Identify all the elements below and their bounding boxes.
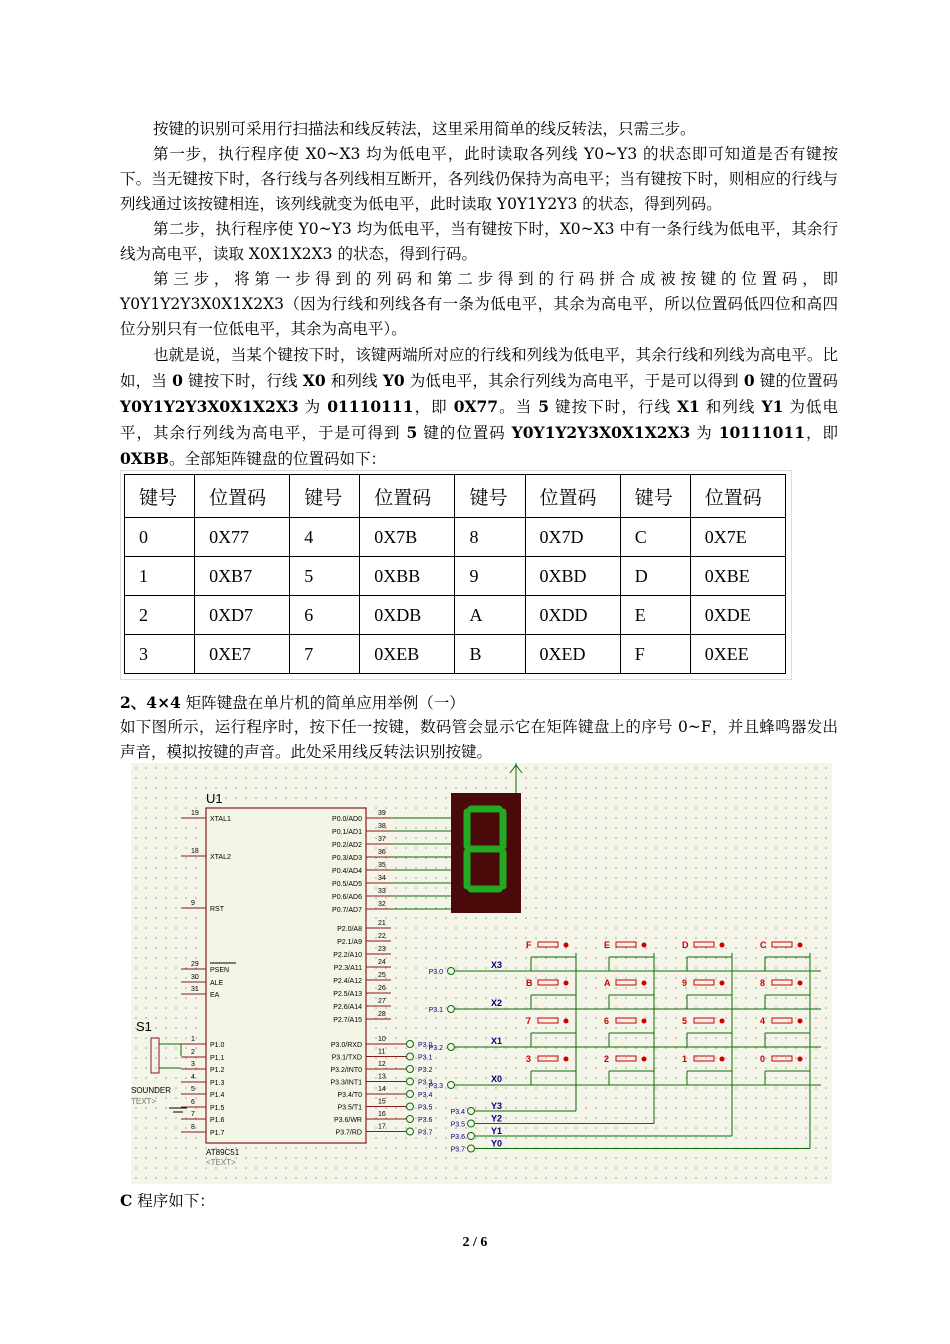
table-row <box>125 596 786 635</box>
keypad-key-label: 8 <box>760 978 766 988</box>
net-label: P3.4 <box>418 1092 433 1099</box>
pin-name: P0.0/AD0 <box>332 816 362 823</box>
keypad-key-label: 1 <box>682 1054 688 1064</box>
pin-number: 29 <box>191 961 199 968</box>
paragraph-step1: 第一步，执行程序使 X0~X3 均为低电平，此时读取各列线 Y0~Y3 的状态即可知道是否有键按下。当无键按下时，各行线与各列线相互断开，各列线仍保持为高电平；当有键按下时，则相应的行线与列线通过该按键相连，该列线就变为低电平，此时读取 Y0Y1Y2Y3 的状态，得到列码。 <box>120 145 838 213</box>
pin-name: P0.7/AD7 <box>332 907 362 914</box>
pin-number: 12 <box>378 1061 386 1068</box>
pin-number: 4 <box>191 1074 195 1081</box>
net-label: P3.3 <box>418 1079 433 1087</box>
table-cell: 0XDB <box>360 596 455 635</box>
col-label: Y3 <box>491 1101 503 1111</box>
row-net-label: P3.2 <box>428 1045 443 1052</box>
keypad-key-dot <box>642 1019 647 1024</box>
pin-number: 5 <box>191 1086 195 1093</box>
table-row <box>125 557 786 596</box>
keypad-key-label: 9 <box>682 978 688 988</box>
pin-number: 9 <box>191 900 195 907</box>
table-cell: 6 <box>290 596 360 635</box>
table-cell: B <box>455 635 525 674</box>
pin-number: 34 <box>378 875 386 882</box>
pin-name: P3.3/INT1 <box>330 1079 362 1087</box>
pin-number: 17 <box>378 1123 386 1131</box>
table-cell: 0XEE <box>690 635 785 674</box>
keypad-key-label: A <box>604 978 611 988</box>
table-cell: 8 <box>455 518 525 557</box>
keypad-key-label: B <box>526 978 533 988</box>
pin-name: PSEN <box>210 967 230 974</box>
table-cell: 0 <box>125 518 195 557</box>
table-cell: 1 <box>125 557 195 596</box>
pin-number: 14 <box>378 1086 386 1093</box>
table-cell: 4 <box>290 518 360 557</box>
pin-number: 24 <box>378 959 386 966</box>
col-net-label: P3.5 <box>450 1121 465 1129</box>
pin-name: P1.4 <box>210 1092 225 1099</box>
table-cell: 5 <box>290 557 360 596</box>
paragraph-step3-rest: Y0Y1Y2Y3X0X1X2X3（因为行线和列线各有一条为低电平，其余为高电平，所以位置码低四位和高四位分别只有一位低电平，其余为高电平）。 <box>120 295 838 338</box>
pin-number: 35 <box>378 862 386 869</box>
table-row <box>125 635 786 674</box>
pin-number: 32 <box>378 901 386 908</box>
pin-name: P3.4/T0 <box>337 1092 362 1099</box>
row-net-label: P3.0 <box>428 969 443 976</box>
keypad-key-dot <box>564 981 569 986</box>
buzzer-ref: S1 <box>136 1019 152 1034</box>
table-cell: 0XE7 <box>195 635 290 674</box>
keypad-key-dot <box>798 981 803 986</box>
net-label: P3.1 <box>418 1054 433 1062</box>
pin-number: 26 <box>378 985 386 992</box>
pin-name: P1.0 <box>210 1042 225 1049</box>
table-cell: C <box>620 518 690 557</box>
pin-number: 1 <box>191 1036 195 1043</box>
pin-name: P1.6 <box>210 1117 225 1124</box>
keypad-key-label: 6 <box>604 1016 610 1026</box>
pin-name: P2.2/A10 <box>333 952 362 959</box>
table-cell: 0XEB <box>360 635 455 674</box>
header-code: 位置码 <box>525 475 620 518</box>
pin-number: 39 <box>378 810 386 817</box>
pin-name: P3.2/INT0 <box>330 1067 362 1074</box>
header-key: 键号 <box>455 475 525 518</box>
keypad-key-label: 5 <box>682 1016 688 1026</box>
pin-number: 8 <box>191 1124 195 1131</box>
col-label: Y2 <box>491 1113 503 1124</box>
col-net-label: P3.7 <box>450 1146 465 1154</box>
pin-number: 2 <box>191 1049 195 1056</box>
pin-name: P1.3 <box>210 1080 225 1087</box>
table-cell: 9 <box>455 557 525 596</box>
paragraph-step3-line1: 第三步，将第一步得到的列码和第二步得到的行码拼合成被按键的位置码，即 <box>153 270 838 288</box>
pin-number: 10 <box>378 1036 386 1043</box>
keypad-key-label: C <box>760 940 767 950</box>
pin-name: P2.1/A9 <box>337 939 362 946</box>
pin-number: 18 <box>191 848 199 855</box>
row-label: X0 <box>491 1074 503 1084</box>
table-cell: 0XED <box>525 635 620 674</box>
table-cell: 0XD7 <box>195 596 290 635</box>
table-header-row <box>125 475 786 518</box>
pin-number: 30 <box>191 974 199 981</box>
keypad-key-dot <box>798 1019 803 1024</box>
keypad-key-dot <box>798 1057 803 1062</box>
buzzer-label: SOUNDER <box>131 1086 172 1095</box>
pin-name: P1.7 <box>210 1130 225 1137</box>
pin-name: XTAL1 <box>210 816 231 823</box>
section-description: 如下图所示，运行程序时，按下任一按键，数码管会显示它在矩阵键盘上的序号 0~F，并且蜂鸣器发出声音，模拟按键的声音。此处采用线反转法识别按键。 <box>120 718 838 761</box>
pin-number: 23 <box>378 946 386 953</box>
pin-name: P0.4/AD4 <box>332 868 362 875</box>
header-key: 键号 <box>125 475 195 518</box>
pin-number: 37 <box>378 836 386 843</box>
table-cell: 7 <box>290 635 360 674</box>
section-heading: 2、4×4 矩阵键盘在单片机的简单应用举例（一） <box>120 693 465 712</box>
net-label: P3.7 <box>418 1129 433 1137</box>
keypad-key-dot <box>720 1019 725 1024</box>
schematic-canvas <box>131 763 832 1184</box>
keypad-key-label: 2 <box>604 1054 610 1064</box>
col-net-label: P3.6 <box>450 1134 465 1141</box>
pin-name: XTAL2 <box>210 854 231 861</box>
table-cell: 0XBB <box>360 557 455 596</box>
pin-name: P2.7/A15 <box>333 1017 362 1024</box>
pin-number: 36 <box>378 849 386 856</box>
header-key: 键号 <box>620 475 690 518</box>
pin-name: P0.6/AD6 <box>332 894 362 901</box>
pin-name: P0.5/AD5 <box>332 881 362 888</box>
keypad-key-dot <box>642 981 647 986</box>
col-net-label: P3.4 <box>450 1109 465 1116</box>
table-cell: 0XBE <box>690 557 785 596</box>
keypad-key-dot <box>564 1019 569 1024</box>
keypad-key-label: 4 <box>760 1016 766 1026</box>
pin-number: 3 <box>191 1061 195 1068</box>
keypad-key-dot <box>720 943 725 948</box>
pin-name: P0.1/AD1 <box>332 829 362 836</box>
row-net-label: P3.1 <box>428 1007 443 1014</box>
pin-number: 31 <box>191 986 199 993</box>
keypad-key-dot <box>642 943 647 948</box>
keypad-key-label: E <box>604 940 611 950</box>
table-cell: 0XB7 <box>195 557 290 596</box>
pin-number: 27 <box>378 998 386 1005</box>
pin-name: P3.5/T1 <box>337 1104 362 1112</box>
table-cell: E <box>620 596 690 635</box>
keypad-key-dot <box>798 943 803 948</box>
pin-number: 38 <box>378 823 386 830</box>
table-cell: 0X77 <box>195 518 290 557</box>
pin-number: 7 <box>191 1111 195 1118</box>
pin-name: P1.2 <box>210 1067 225 1074</box>
pin-number: 25 <box>378 972 386 979</box>
pin-number: 33 <box>378 888 386 895</box>
net-label: P3.5 <box>418 1104 433 1112</box>
pin-number: 15 <box>378 1098 386 1106</box>
table-cell: 2 <box>125 596 195 635</box>
header-key: 键号 <box>290 475 360 518</box>
paragraph-step2: 第二步，执行程序使 Y0~Y3 均为低电平，当有键按下时，X0~X3 中有一条行线为低电平，其余行线为高电平，读取 X0X1X2X3 的状态，得到行码。 <box>120 220 838 263</box>
pin-name: P0.3/AD3 <box>332 855 362 862</box>
pin-name: P0.2/AD2 <box>332 842 362 849</box>
pin-name: RST <box>210 906 224 913</box>
display-digit: 8 <box>485 925 487 926</box>
keypad-key-dot <box>720 981 725 986</box>
table-cell: A <box>455 596 525 635</box>
pin-name: P1.1 <box>210 1055 225 1062</box>
col-label: Y0 <box>491 1138 503 1149</box>
pin-number: 22 <box>378 933 386 940</box>
pin-number: 11 <box>378 1048 386 1056</box>
table-cell: 0XBD <box>525 557 620 596</box>
keypad-key-dot <box>642 1057 647 1062</box>
paragraph-intro: 按键的识别可采用行扫描法和线反转法，这里采用简单的线反转法，只需三步。 <box>153 120 696 138</box>
pin-name: P3.0/RXD <box>330 1042 362 1049</box>
pin-number: 28 <box>378 1011 386 1018</box>
circuit-schematic <box>131 763 832 1184</box>
net-label: P3.2 <box>418 1067 433 1074</box>
table-cell: 0XDE <box>690 596 785 635</box>
pin-name: P2.6/A14 <box>333 1004 362 1011</box>
keypad-key-dot <box>720 1057 725 1062</box>
code-label: C 程序如下： <box>120 1191 215 1210</box>
row-label: X3 <box>491 960 503 970</box>
keypad-key-dot <box>564 943 569 948</box>
net-label: P3.6 <box>418 1117 433 1124</box>
table-cell: 0X7E <box>690 518 785 557</box>
pin-number: 16 <box>378 1111 386 1118</box>
chip-text-placeholder: <TEXT> <box>206 1158 236 1167</box>
pin-number: 6 <box>191 1099 195 1106</box>
pin-name: P2.0/A8 <box>337 926 362 933</box>
table-cell: F <box>620 635 690 674</box>
table-cell: 3 <box>125 635 195 674</box>
pin-name: P3.6/WR <box>333 1117 362 1124</box>
net-label: P3.0 <box>418 1042 433 1049</box>
buzzer-text: TEXT> <box>131 1097 157 1106</box>
col-label: Y1 <box>491 1126 503 1136</box>
pin-name: P1.5 <box>210 1105 225 1112</box>
chip-name: AT89C51 <box>206 1148 240 1157</box>
header-code: 位置码 <box>360 475 455 518</box>
row-label: X1 <box>491 1036 503 1046</box>
row-label: X2 <box>491 998 503 1008</box>
table-cell: 0XDD <box>525 596 620 635</box>
pin-name: P2.4/A12 <box>333 978 362 985</box>
chip-ref: U1 <box>206 791 223 806</box>
table-cell: 0X7D <box>525 518 620 557</box>
page-number: 2 / 6 <box>462 1235 488 1250</box>
key-code-table <box>124 474 786 674</box>
pin-name: P2.3/A11 <box>333 965 362 972</box>
pin-number: 21 <box>378 920 386 927</box>
table-cell: 0X7B <box>360 518 455 557</box>
header-code: 位置码 <box>690 475 785 518</box>
pin-number: 19 <box>191 810 199 817</box>
paragraph-example: 也就是说，当某个键按下时，该键两端所对应的行线和列线为低电平，其余行线和列线为高电平。比如，当 0 键按下时，行线 X0 和列线 Y0 为低电平，其余行列线为高电平，于是可以得到 0 键的位置码 Y0Y1Y2Y3X0X1X2X3 为 01110111，即 0X77。当 5 键按下时，行线 X1 和列线 Y1 为低电平，其余行列线为高电平，于是可得到 5 键的位置码 Y0Y1Y2Y3X0X1X2X3 为 10111011，即 0XBB。全部矩阵键盘的位置码如下： <box>120 346 838 468</box>
keypad-key-label: F <box>526 940 532 950</box>
pin-name: EA <box>210 992 220 999</box>
row-net-label: P3.3 <box>428 1083 443 1090</box>
keypad-key-label: 0 <box>760 1054 766 1064</box>
pin-name: P3.1/TXD <box>331 1054 362 1062</box>
table-cell: D <box>620 557 690 596</box>
table-row <box>125 518 786 557</box>
keypad-key-dot <box>564 1057 569 1062</box>
pin-name: P3.7/RD <box>335 1129 362 1137</box>
keypad-key-label: 7 <box>526 1016 532 1026</box>
pin-name: P2.5/A13 <box>333 991 362 998</box>
pin-number: 13 <box>378 1073 386 1081</box>
header-code: 位置码 <box>195 475 290 518</box>
keypad-key-label: D <box>682 940 689 950</box>
keypad-key-label: 3 <box>526 1054 532 1064</box>
pin-name: ALE <box>210 980 224 987</box>
